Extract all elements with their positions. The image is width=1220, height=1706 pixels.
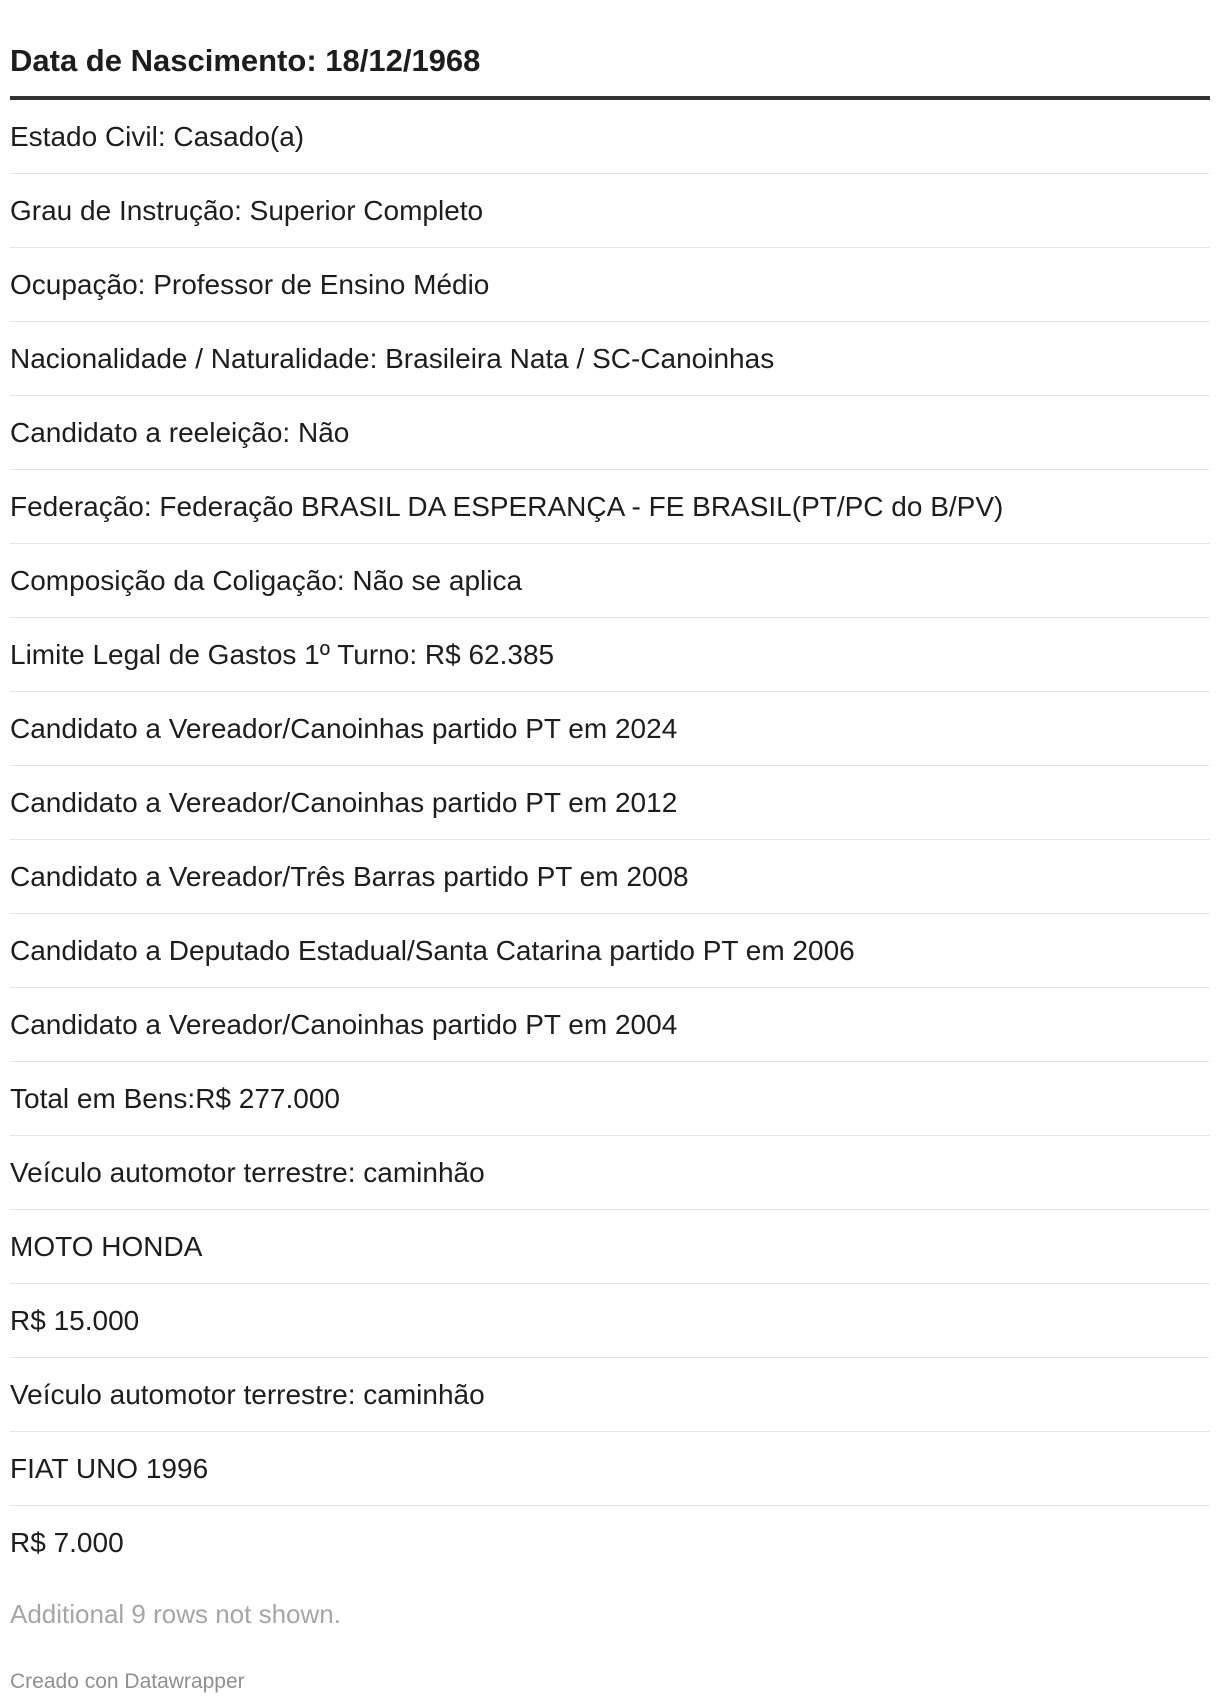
- table-row: [10, 840, 1210, 914]
- table-cell: Total em Bens:R$ 277.000: [10, 1082, 340, 1114]
- table-cell: Veículo automotor terrestre: caminhão: [10, 1156, 485, 1188]
- table-cell: Estado Civil: Casado(a): [10, 120, 305, 152]
- table-row: [10, 692, 1210, 766]
- table-row: [10, 100, 1210, 174]
- table-row: [10, 1358, 1210, 1432]
- table-cell: MOTO HONDA: [10, 1230, 203, 1262]
- table-cell: Federação: Federação BRASIL DA ESPERANÇA - FE BRASIL(PT/PC do B/PV): [10, 490, 1004, 522]
- table-cell: R$ 15.000: [10, 1304, 140, 1336]
- table-cell: Candidato a Deputado Estadual/Santa Catarina partido PT em 2006: [10, 934, 855, 966]
- table-cell: Candidato a reeleição: Não: [10, 416, 350, 448]
- rows-hidden-note: Additional 9 rows not shown.: [10, 1599, 341, 1629]
- table-cell: Grau de Instrução: Superior Completo: [10, 194, 484, 226]
- table-row: [10, 766, 1210, 840]
- table-row: [10, 1284, 1210, 1358]
- data-table: [10, 0, 1210, 1580]
- table-header-label: Data de Nascimento: 18/12/1968: [10, 43, 481, 78]
- table-row: [10, 470, 1210, 544]
- table-cell: Composição da Coligação: Não se aplica: [10, 564, 523, 596]
- datawrapper-credit-link[interactable]: Creado con Datawrapper: [10, 1670, 245, 1693]
- table-row: [10, 544, 1210, 618]
- table-row: [10, 1210, 1210, 1284]
- table-cell: Veículo automotor terrestre: caminhão: [10, 1378, 485, 1410]
- table-row: [10, 618, 1210, 692]
- table-cell: Nacionalidade / Naturalidade: Brasileira Nata / SC-Canoinhas: [10, 342, 775, 374]
- table-row: [10, 1506, 1210, 1580]
- table-row: [10, 248, 1210, 322]
- table-row: [10, 1136, 1210, 1210]
- table-cell: FIAT UNO 1996: [10, 1452, 209, 1484]
- table-row: [10, 174, 1210, 248]
- table-cell: Ocupação: Professor de Ensino Médio: [10, 268, 490, 300]
- table-cell: Candidato a Vereador/Canoinhas partido PT em 2004: [10, 1008, 678, 1040]
- table-row: [10, 396, 1210, 470]
- table-cell: Limite Legal de Gastos 1º Turno: R$ 62.385: [10, 638, 555, 670]
- table-cell: Candidato a Vereador/Três Barras partido PT em 2008: [10, 860, 689, 892]
- table-cell: R$ 7.000: [10, 1527, 124, 1558]
- table-row: [10, 914, 1210, 988]
- table-row: [10, 988, 1210, 1062]
- table-header: [10, 0, 1210, 100]
- table-row: [10, 1432, 1210, 1506]
- table-row: [10, 322, 1210, 396]
- table-cell: Candidato a Vereador/Canoinhas partido PT em 2012: [10, 786, 678, 818]
- table-row: [10, 1062, 1210, 1136]
- table-cell: Candidato a Vereador/Canoinhas partido PT em 2024: [10, 712, 678, 744]
